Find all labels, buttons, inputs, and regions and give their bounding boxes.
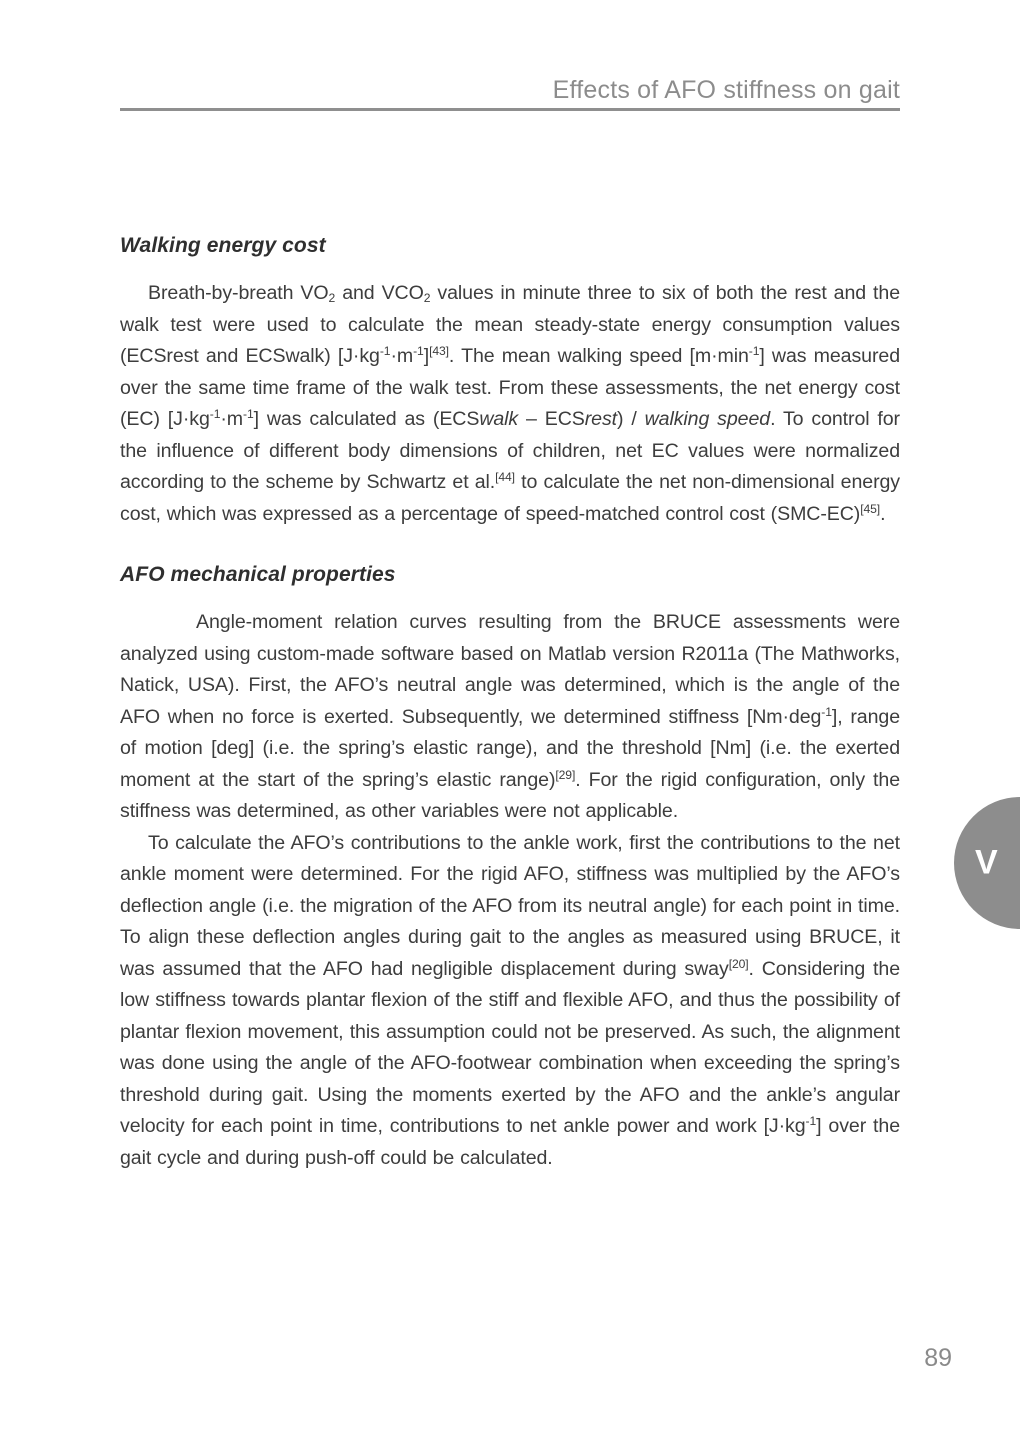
section-heading: AFO mechanical properties bbox=[120, 563, 396, 586]
section-walking-energy-cost bbox=[120, 234, 900, 530]
page-number: 89 bbox=[924, 1344, 952, 1372]
header-rule bbox=[120, 108, 900, 111]
chapter-tab bbox=[954, 797, 1020, 929]
section-heading: Walking energy cost bbox=[120, 234, 326, 257]
body-paragraph: Breath-by-breath $VO_2$ and $VCO_2$ values in minute three to six of both the rest and the walk test were used to calculate the mean steady-state energy consumption values (ECSrest and ECSwalk) $[J\cdot kg^{-1}\cdot m^{-1}][43]$. The mean walking speed $[m\cdot\min^{-1}]$ was measured over the same time frame of the walk test. From these assessments, the net energy cost (EC) $[J\cdot kg^{-1}\cdot m^{-1}]$ was calculated as (ECSwalk – ECSrest) / walking speed. To control for the influence of different body dimensions of children, net EC values were normalized according to the scheme by Schwartz et al.[44] to calculate the net non-dimensional energy cost, which was expressed as a percentage of speed-matched control cost (SMC-EC)[45]. bbox=[120, 282, 900, 525]
section-afo-mechanical-properties bbox=[120, 563, 900, 1174]
running-header-title: Effects of AFO stiffness on gait bbox=[552, 76, 900, 104]
chapter-number-label: V bbox=[975, 843, 998, 882]
body-paragraph: To calculate the AFO’s contributions to the ankle work, first the contributions to the net ankle moment were determined. For the rigid AFO, stiffness was multiplied by the AFO’s deflection angle (i.e. the migration of the AFO from its neutral angle) for each point in time. To align these deflection angles during gait to the angles as measured using BRUCE, it was assumed that the AFO had negligible displacement during sway[20]. Considering the low stiffness towards plantar flexion of the stiff and flexible AFO, and thus the possibility of plantar flexion movement, this assumption could not be preserved. As such, the alignment was done using the angle of the AFO-footwear combination when exceeding the spring’s threshold during gait. Using the moments exerted by the AFO and the ankle’s angular velocity for each point in time, contributions to net ankle power and work $[J\cdot kg^{-1}]$ over the gait cycle and during push-off could be calculated. bbox=[120, 831, 900, 1169]
page-content bbox=[120, 234, 900, 1174]
body-paragraph: Angle-moment relation curves resulting from the BRUCE assessments were analyzed using custom-made software based on Matlab version R2011a (The Mathworks, Natick, USA). First, the AFO’s neutral angle was determined, which is the angle of the AFO when no force is exerted. Subsequently, we determined stiffness [Nm·deg$^{-1}$], range of motion [deg] (i.e. the spring’s elastic range), and the threshold [Nm] (i.e. the exerted moment at the start of the spring’s elastic range)[29]. For the rigid configuration, only the stiffness was determined, as other variables were not applicable. bbox=[120, 611, 900, 822]
